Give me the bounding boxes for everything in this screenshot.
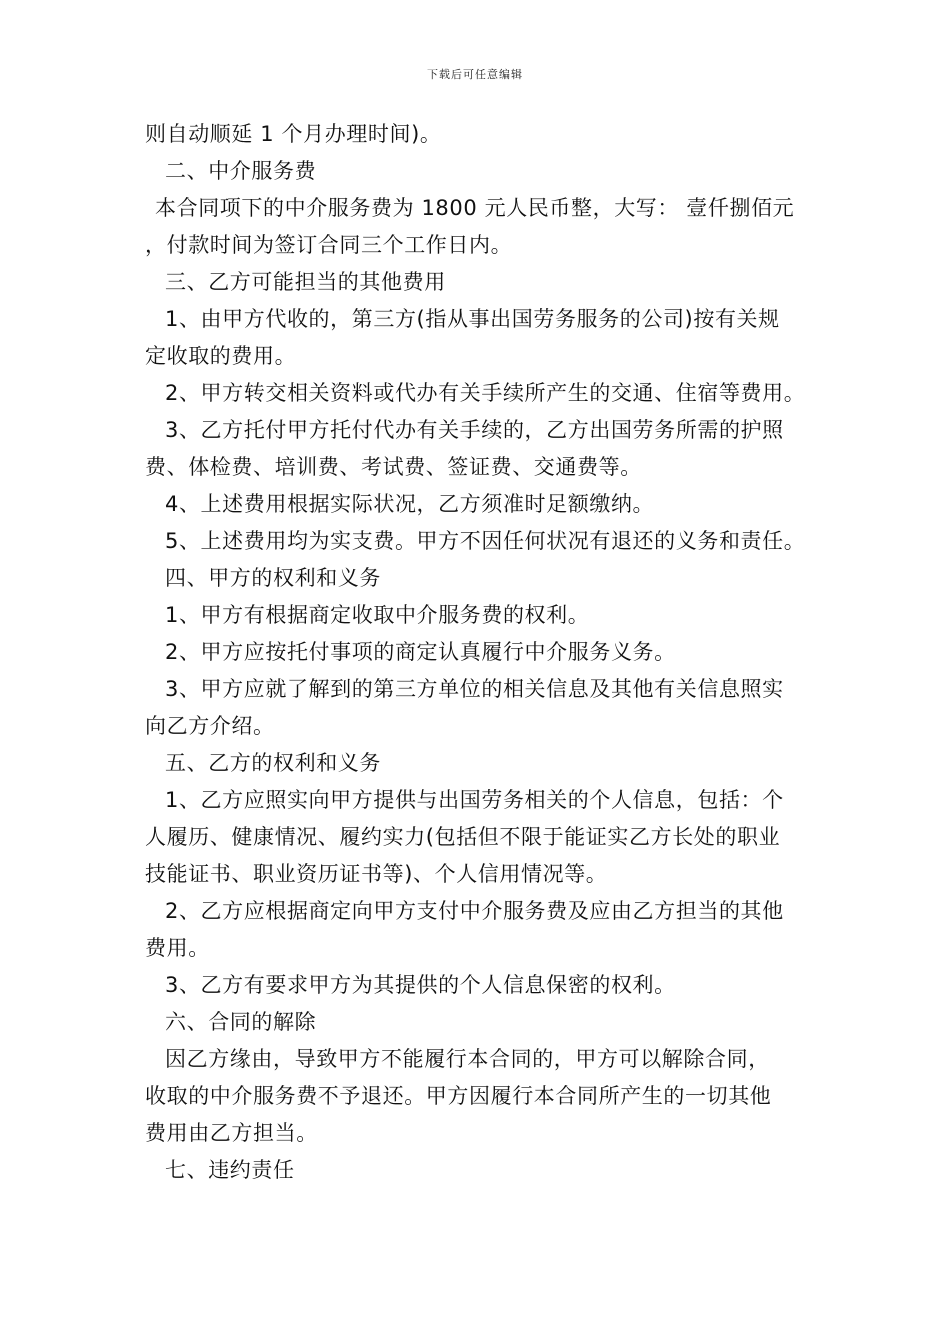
section-heading: 四、甲方的权利和义务: [165, 566, 381, 590]
paragraph-line: ，付款时间为签订合同三个工作日内。: [145, 233, 513, 257]
list-item: 5、上述费用均为实支费。甲方不因任何状况有退还的义务和责任。: [165, 529, 806, 553]
paragraph-line: 费用。: [145, 936, 210, 960]
list-item: 1、乙方应照实向甲方提供与出国劳务相关的个人信息，包括：个: [165, 788, 784, 812]
paragraph-line: 技能证书、职业资历证书等)、个人信用情况等。: [145, 862, 608, 886]
paragraph-line: 人履历、健康情况、履约实力(包括但不限于能证实乙方长处的职业: [145, 825, 781, 849]
list-item: 2、甲方转交相关资料或代办有关手续所产生的交通、住宿等费用。: [165, 381, 806, 405]
page-header: 下载后可任意编辑: [427, 68, 523, 81]
list-item: 3、甲方应就了解到的第三方单位的相关信息及其他有关信息照实: [165, 677, 784, 701]
list-item: 4、上述费用根据实际状况，乙方须准时足额缴纳。: [165, 492, 655, 516]
list-item: 1、甲方有根据商定收取中介服务费的权利。: [165, 603, 590, 627]
paragraph-line: 因乙方缘由，导致甲方不能履行本合同的，甲方可以解除合同，: [165, 1047, 770, 1071]
list-item: 3、乙方托付甲方托付代办有关手续的，乙方出国劳务所需的护照: [165, 418, 784, 442]
section-heading: 二、中介服务费: [165, 159, 317, 183]
document-body: [145, 116, 813, 1189]
list-item: 3、乙方有要求甲方为其提供的个人信息保密的权利。: [165, 973, 676, 997]
list-item: 2、乙方应根据商定向甲方支付中介服务费及应由乙方担当的其他: [165, 899, 784, 923]
paragraph-line: 向乙方介绍。: [145, 714, 275, 738]
paragraph-line: 则自动顺延 1 个月办理时间)。: [145, 122, 442, 146]
paragraph-line: 本合同项下的中介服务费为 1800 元人民币整，大写： 壹仟捌佰元: [155, 196, 795, 220]
section-heading: 七、违约责任: [165, 1158, 295, 1182]
section-heading: 六、合同的解除: [165, 1010, 317, 1034]
list-item: 1、由甲方代收的，第三方(指从事出国劳务服务的公司)按有关规: [165, 307, 780, 331]
paragraph-line: 定收取的费用。: [145, 344, 297, 368]
list-item: 2、甲方应按托付事项的商定认真履行中介服务义务。: [165, 640, 676, 664]
paragraph-line: 费用由乙方担当。: [145, 1121, 318, 1145]
paragraph-line: 费、体检费、培训费、考试费、签证费、交通费等。: [145, 455, 642, 479]
section-heading: 三、乙方可能担当的其他费用: [165, 270, 446, 294]
paragraph-line: 收取的中介服务费不予退还。甲方因履行本合同所产生的一切其他: [145, 1084, 772, 1108]
section-heading: 五、乙方的权利和义务: [165, 751, 381, 775]
